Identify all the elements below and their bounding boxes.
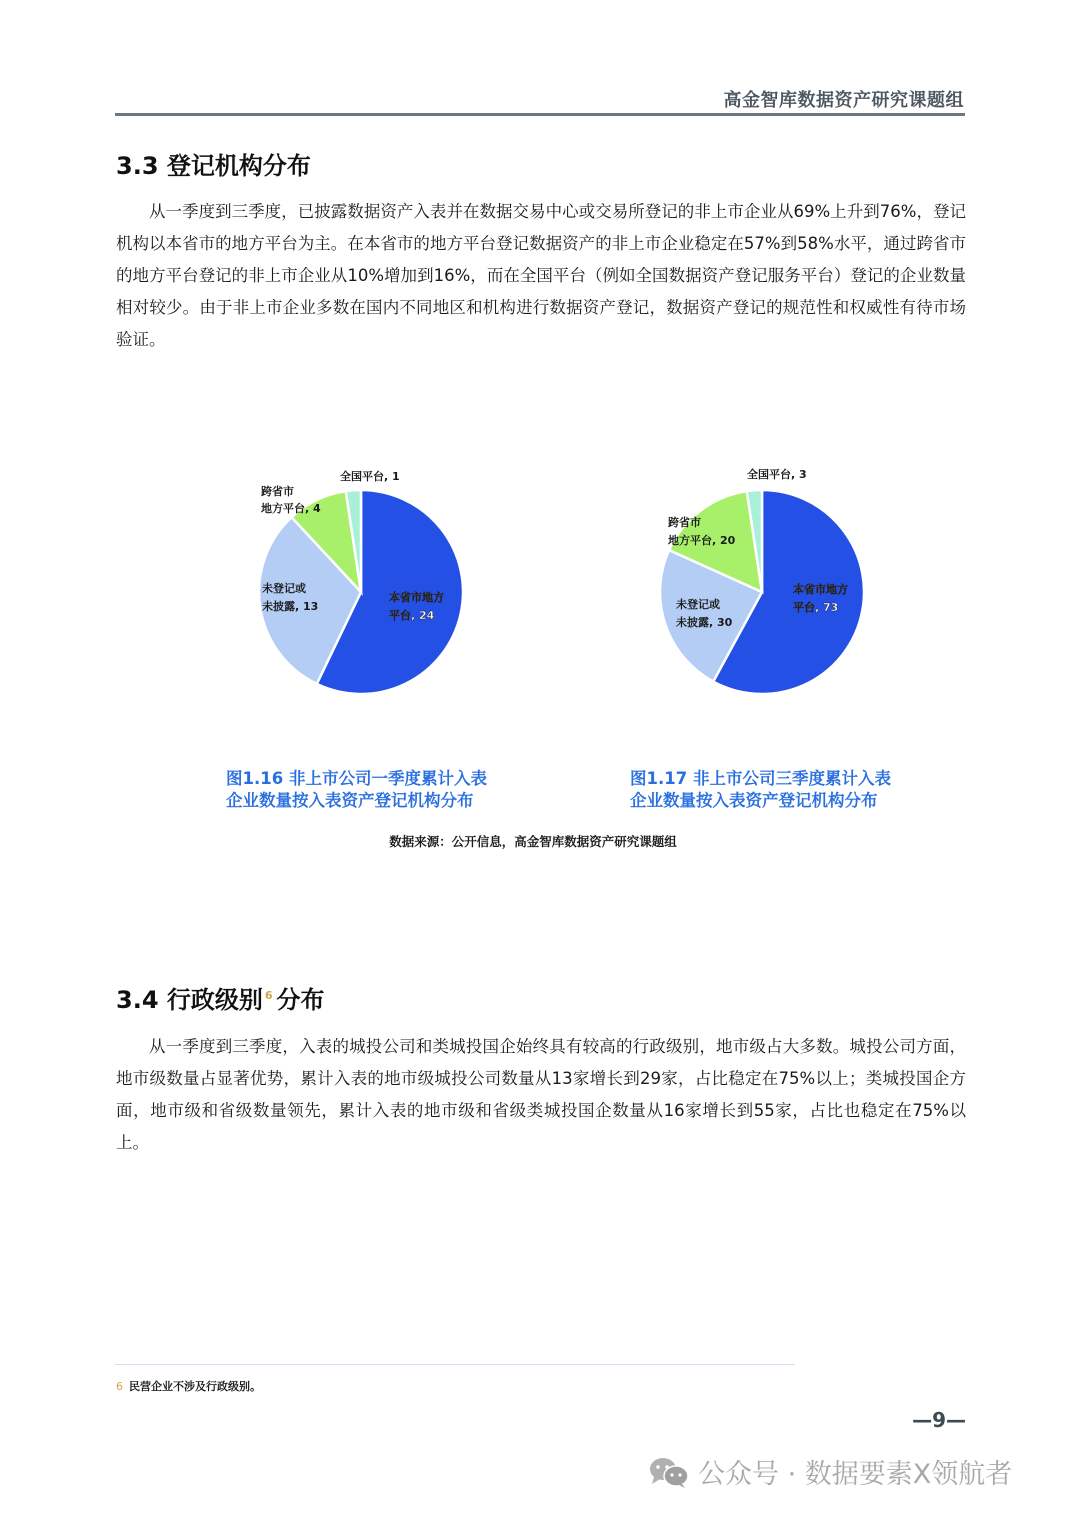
label-local-q3-line2: 平台, 73 bbox=[793, 601, 839, 614]
watermark bbox=[648, 1452, 1012, 1491]
label-local-q1-line2: 平台, 24 bbox=[389, 609, 435, 622]
label-unreg-q3-line2: 未披露, 30 bbox=[676, 616, 733, 629]
caption-1-16-line1: 图1.16 非上市公司一季度累计入表 bbox=[226, 769, 487, 788]
label-unreg-q1-line1: 未登记或 bbox=[262, 582, 306, 595]
label-cross-q3-line1: 跨省市 bbox=[668, 516, 701, 529]
section-3-3-paragraph: 从一季度到三季度，已披露数据资产入表并在数据交易中心或交易所登记的非上市企业从69%上升到76%，登记机构以本省市的地方平台为主。在本省市的地方平台登记数据资产的非上市企业稳定在57%到58%水平，通过跨省市的地方平台登记的非上市企业从10%增加到16%，而在全国平台（例如全国数据资产登记服务平台）登记的企业数量相对较少。由于非上市企业多数在国内不同地区和机构进行数据资产登记，数据资产登记的规范性和权威性有待市场验证。 bbox=[116, 202, 966, 349]
header-divider bbox=[115, 113, 965, 116]
label-national-q3: 全国平台, 3 bbox=[747, 468, 807, 481]
label-national-q1: 全国平台, 1 bbox=[340, 470, 400, 483]
figure-caption-1-17 bbox=[630, 768, 891, 812]
caption-1-17-line1: 图1.17 非上市公司三季度累计入表 bbox=[630, 769, 891, 788]
watermark-text: 公众号 · 数据要素X领航者 bbox=[698, 1459, 1013, 1490]
wechat-icon bbox=[648, 1455, 690, 1489]
figure-caption-1-16 bbox=[226, 768, 487, 812]
caption-1-17-line2: 企业数量按入表资产登记机构分布 bbox=[630, 791, 878, 810]
section-3-3-body bbox=[116, 196, 966, 356]
footnote bbox=[116, 1378, 261, 1394]
pie-chart-q1 bbox=[240, 460, 490, 710]
pie-chart-q3 bbox=[640, 460, 890, 710]
caption-1-16-line2: 企业数量按入表资产登记机构分布 bbox=[226, 791, 474, 810]
section-3-4-body bbox=[116, 1031, 966, 1159]
footnote-ref-6[interactable]: 6 bbox=[264, 989, 273, 1002]
page-number: —9— bbox=[912, 1408, 966, 1432]
label-cross-q1-line1: 跨省市 bbox=[261, 485, 294, 498]
section-3-4-heading-main: 3.4 行政级别 bbox=[116, 986, 263, 1014]
label-unreg-q3-line1: 未登记或 bbox=[676, 598, 720, 611]
section-3-4-paragraph: 从一季度到三季度，入表的城投公司和类城投国企始终具有较高的行政级别，地市级占大多数。城投公司方面，地市级数量占显著优势，累计入表的地市级城投公司数量从13家增长到29家，占比稳定在75%以上；类城投国企方面，地市级和省级数量领先，累计入表的地市级和省级类城投国企数量从16家增长到55家，占比也稳定在75%以上。 bbox=[116, 1037, 966, 1152]
footnote-text: 民营企业不涉及行政级别。 bbox=[129, 1380, 261, 1393]
section-3-4-heading bbox=[116, 980, 325, 1015]
data-source-note: 数据来源：公开信息，高金智库数据资产研究课题组 bbox=[389, 834, 677, 849]
header-org-title: 高金智库数据资产研究课题组 bbox=[723, 90, 964, 111]
label-cross-q1-line2: 地方平台, 4 bbox=[261, 502, 321, 515]
label-unreg-q1-line2: 未披露, 13 bbox=[262, 600, 319, 613]
footnote-divider bbox=[115, 1364, 795, 1365]
footnote-number: 6 bbox=[116, 1380, 123, 1393]
label-cross-q3-line2: 地方平台, 20 bbox=[668, 534, 736, 547]
section-3-3-heading: 3.3 登记机构分布 bbox=[116, 152, 311, 180]
section-3-4-heading-tail: 分布 bbox=[276, 986, 325, 1014]
label-local-q1-line1: 本省市地方 bbox=[389, 591, 444, 604]
label-local-q3-line1: 本省市地方 bbox=[793, 583, 848, 596]
